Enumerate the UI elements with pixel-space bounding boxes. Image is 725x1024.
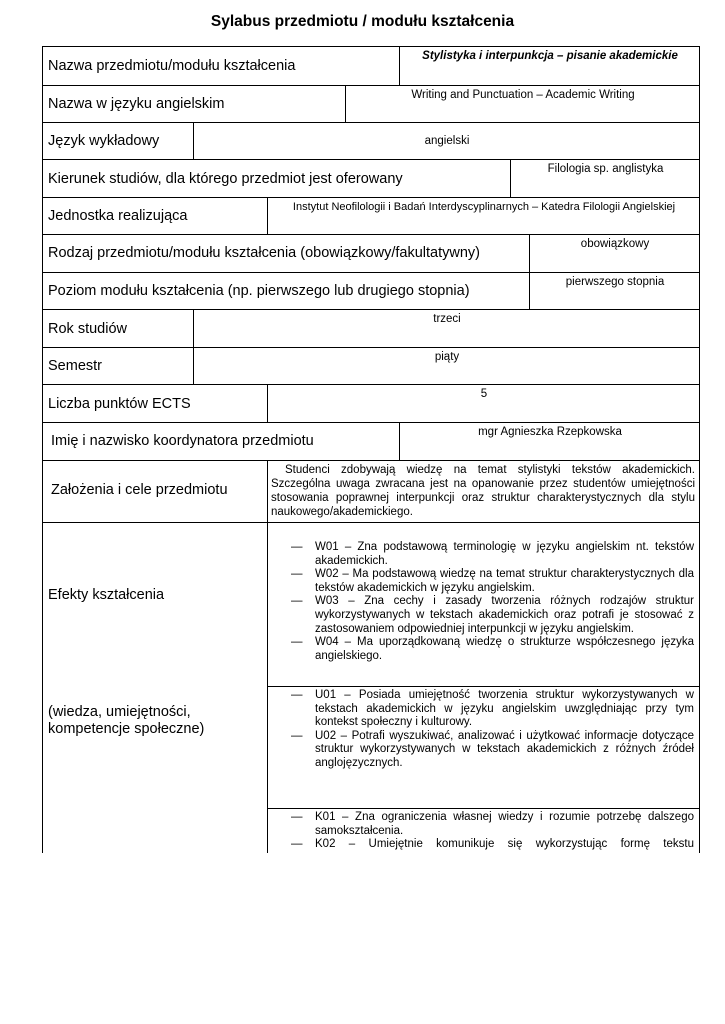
effects-label: Efekty kształcenia: [48, 587, 165, 603]
row-value-year: trzeci: [433, 313, 461, 325]
list-item: — K01 – Zna ograniczenia własnej wiedzy i rozumie potrzebę dalszego samokształcenia.: [291, 811, 694, 837]
row-value-coordinator: mgr Agnieszka Rzepkowska: [478, 426, 622, 438]
row-value-course-name: Stylistyka i interpunkcja – pisanie akademickie: [422, 50, 678, 62]
skills-list: [291, 689, 694, 771]
list-item: — U02 – Potrafi wyszukiwać, analizować i użytkować informacje dotyczące struktur wykorzystywanych w tekstach akademickich z różnych źródeł anglojęzycznych.: [291, 729, 694, 769]
row-label-english-name: Nazwa w języku angielskim: [48, 96, 225, 112]
row-value-unit: Instytut Neofilologii i Badań Interdyscyplinarnych – Katedra Filologii Angielskiej: [292, 201, 676, 213]
bullet-dash: —: [291, 689, 303, 701]
bullet-dash: —: [291, 595, 303, 608]
list-item: — W04 – Ma uporządkowaną wiedzę o strukturze współczesnego języka angielskiego.: [291, 636, 694, 662]
row-label-year: Rok studiów: [48, 321, 127, 337]
row-label-course-type: Rodzaj przedmiotu/modułu kształcenia (obowiązkowy/fakultatywny): [48, 245, 480, 261]
list-item: — K02 – Umiejętnie komunikuje się wykorzystując formę tekstu: [291, 838, 694, 851]
page-title: Sylabus przedmiotu / modułu kształcenia: [210, 13, 515, 30]
row-label-objectives: Założenia i cele przedmiotu: [51, 482, 228, 498]
row-label-course-name: Nazwa przedmiotu/modułu kształcenia: [48, 58, 296, 74]
bullet-dash: —: [291, 729, 303, 742]
row-value-ects: 5: [480, 388, 488, 400]
effects-sublabel: (wiedza, umiejętności, kompetencje społeczne): [48, 704, 205, 737]
list-item: — W01 – Zna podstawową terminologię w języku angielskim nt. tekstów akademickich.: [291, 541, 694, 567]
row-value-field-of-study: Filologia sp. anglistyka: [547, 163, 664, 175]
list-item: — W03 – Zna cechy i zasady tworzenia różnych rodzajów struktur wykorzystywanych w tekstach akademickich oraz potrafi je stosować z zastosowaniem odpowiedniej interpunkcji w języku angielskim.: [291, 595, 694, 635]
row-label-semester: Semestr: [48, 358, 102, 374]
row-label-level: Poziom modułu kształcenia (np. pierwszego lub drugiego stopnia): [48, 283, 470, 299]
row-value-language: angielski: [424, 135, 470, 147]
knowledge-list: [291, 541, 694, 663]
row-label-field-of-study: Kierunek studiów, dla którego przedmiot jest oferowany: [48, 171, 403, 187]
bullet-dash: —: [291, 636, 303, 649]
bullet-dash: —: [291, 568, 303, 581]
row-label-ects: Liczba punktów ECTS: [48, 396, 191, 412]
competences-list: [291, 811, 694, 852]
list-item: — U01 – Posiada umiejętność tworzenia struktur wykorzystywanych w tekstach akademickich w języku angielskim uwzględniając przy tym kontekst społeczny i kulturowy.: [291, 689, 694, 729]
row-value-level: pierwszego stopnia: [565, 276, 665, 288]
row-label-unit: Jednostka realizująca: [48, 208, 188, 224]
bullet-dash: —: [291, 838, 303, 851]
row-label-language: Język wykładowy: [48, 133, 160, 149]
row-value-english-name: Writing and Punctuation – Academic Writing: [411, 89, 635, 101]
row-value-semester: piąty: [434, 351, 460, 363]
list-item: — W02 – Ma podstawową wiedzę na temat struktur charakterystycznych dla tekstów akademickich w języku angielskim.: [291, 568, 694, 594]
row-label-coordinator: Imię i nazwisko koordynatora przedmiotu: [51, 433, 314, 449]
bullet-dash: —: [291, 541, 303, 553]
bullet-dash: —: [291, 811, 303, 823]
row-value-course-type: obowiązkowy: [580, 238, 650, 250]
row-value-objectives: Studenci zdobywają wiedzę na temat stylistyki tekstów akademickich. Szczególna uwaga zwracana jest na opanowanie przez studentów umiejętności stosowania poprawnej interpunkcji oraz struktur charakterystycznych dla stylu naukowego/akademickiego.: [271, 464, 695, 518]
